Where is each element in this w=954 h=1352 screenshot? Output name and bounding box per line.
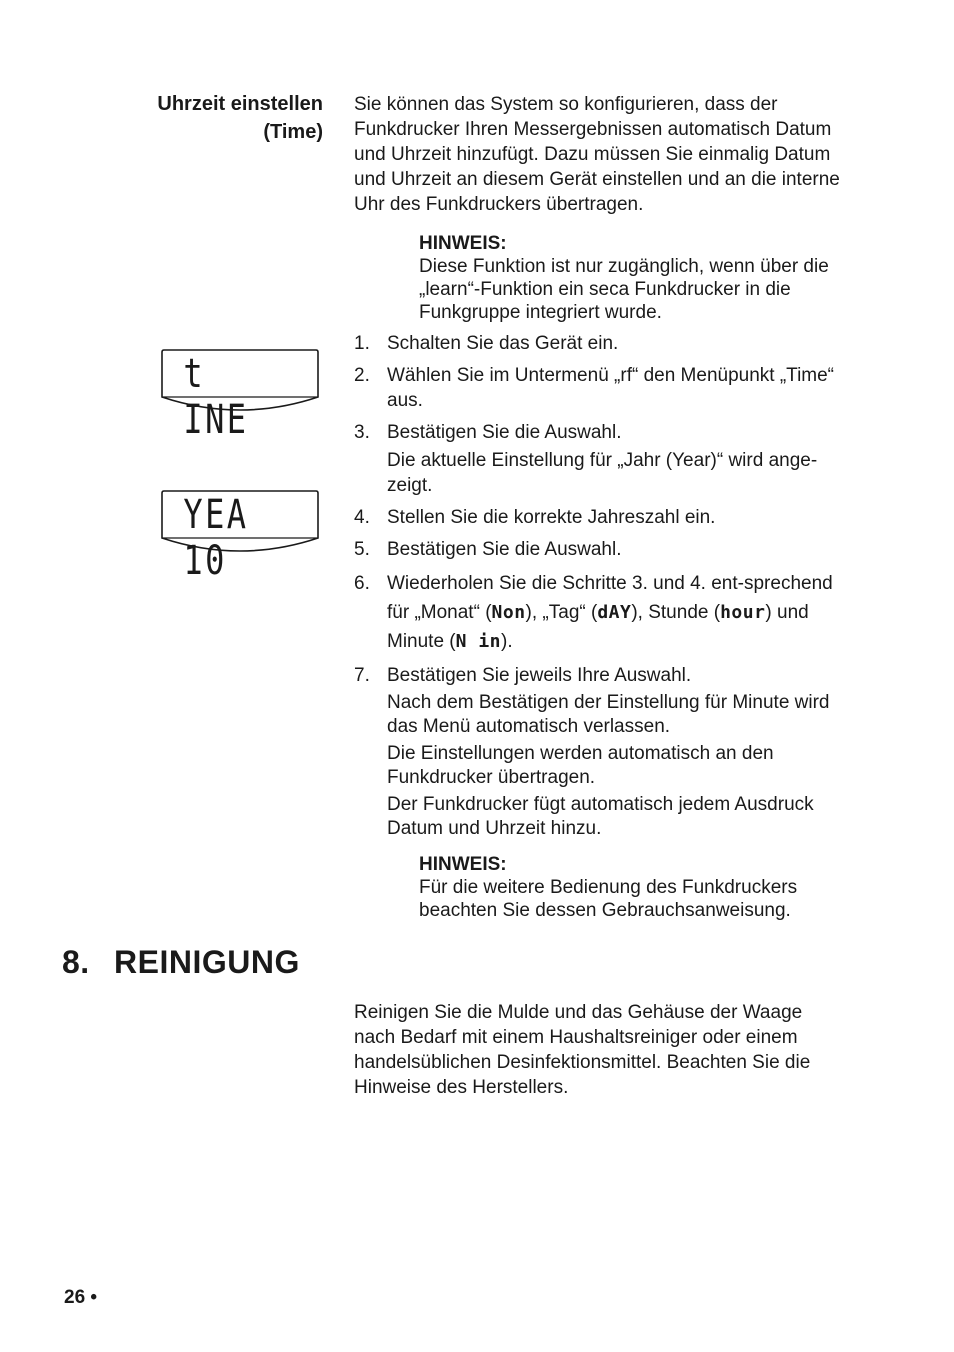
step-text: Bestätigen Sie die Auswahl.: [387, 539, 622, 560]
section-heading: [62, 944, 300, 981]
intro-paragraph: Sie können das System so konfigurieren, dass der Funkdrucker Ihren Messergebnissen automatisch Datum und Uhrzeit hinzufügt. Dazu müssen Sie einmalig Datum und Uhrzeit an diesem Gerät einstellen und an die interne Uhr des Funkdruckers übertragen.: [354, 94, 840, 215]
step-number: 5.: [354, 539, 370, 560]
step-subtext: Der Funkdrucker fügt automatisch jedem Ausdruck Datum und Uhrzeit hinzu.: [387, 794, 814, 839]
lcd-text: t INE: [183, 351, 249, 443]
cleaning-paragraph: Reinigen Sie die Mulde und das Gehäuse der Waage nach Bedarf mit einem Haushaltsreiniger oder einem handelsüblichen Desinfektionsmittel. Beachten Sie die Hinweise des Herstellers.: [354, 1002, 811, 1098]
step-text: Schalten Sie das Gerät ein.: [387, 333, 619, 354]
step-number: 6.: [354, 573, 370, 594]
lcd-display-year: [161, 488, 319, 584]
note-box: [419, 232, 849, 324]
lcd-code-hour: hour: [720, 602, 766, 623]
list-item: [354, 331, 844, 356]
step-subtext: Die Einstellungen werden automatisch an den Funkdrucker übertragen.: [387, 743, 774, 788]
side-heading: [90, 90, 323, 146]
list-item: [354, 663, 844, 841]
step-number: 2.: [354, 365, 370, 386]
lcd-text: YEA 10: [183, 492, 249, 584]
page-number: 26 •: [64, 1287, 98, 1308]
lcd-code-minute: N in: [455, 631, 501, 652]
step-number: 3.: [354, 422, 370, 443]
step-text: Bestätigen Sie die Auswahl.: [387, 422, 622, 443]
note-title: HINWEIS:: [419, 233, 507, 254]
step-subtext: Die aktuelle Einstellung für „Jahr (Year)“ wird ange-zeigt.: [387, 450, 818, 496]
lcd-code-month: Non: [491, 602, 526, 623]
step-text: Wiederholen Sie die Schritte 3. und 4. ent-sprechend für „Monat“ (: [387, 573, 833, 623]
steps-list: [354, 331, 844, 848]
step-text: ), Stunde (: [631, 602, 721, 623]
note-text: Diese Funktion ist nur zugänglich, wenn über die „learn“-Funktion ein seca Funkdrucker in die Funkgruppe integriert wurde.: [419, 256, 829, 323]
list-item: [354, 363, 844, 413]
step-text: ) und Minute (: [387, 602, 809, 652]
step-text: Stellen Sie die korrekte Jahreszahl ein.: [387, 507, 716, 528]
step-subtext: Nach dem Bestätigen der Einstellung für Minute wird das Menü automatisch verlassen.: [387, 692, 830, 737]
step-text: ), „Tag“ (: [525, 602, 598, 623]
step-text: ).: [501, 631, 513, 652]
list-item: [354, 505, 844, 530]
step-text: Wählen Sie im Untermenü „rf“ den Menüpunkt „Time“ aus.: [387, 365, 835, 411]
note-title: HINWEIS:: [419, 854, 507, 875]
list-item: [354, 569, 844, 656]
note-text: Für die weitere Bedienung des Funkdruckers beachten Sie dessen Gebrauchsanweisung.: [419, 877, 798, 921]
lcd-display-time: [161, 347, 319, 443]
step-number: 1.: [354, 333, 370, 354]
section-title: REINIGUNG: [114, 944, 300, 980]
side-heading-line1: Uhrzeit einstellen: [157, 93, 323, 115]
section-number: 8.: [62, 944, 90, 980]
list-item: [354, 537, 844, 562]
note-box: [419, 853, 849, 922]
lcd-code-day: dAY: [597, 602, 632, 623]
step-number: 7.: [354, 665, 370, 686]
list-item: [354, 420, 844, 498]
step-number: 4.: [354, 507, 370, 528]
side-heading-line2: (Time): [263, 121, 323, 143]
step-text: Bestätigen Sie jeweils Ihre Auswahl.: [387, 665, 692, 686]
